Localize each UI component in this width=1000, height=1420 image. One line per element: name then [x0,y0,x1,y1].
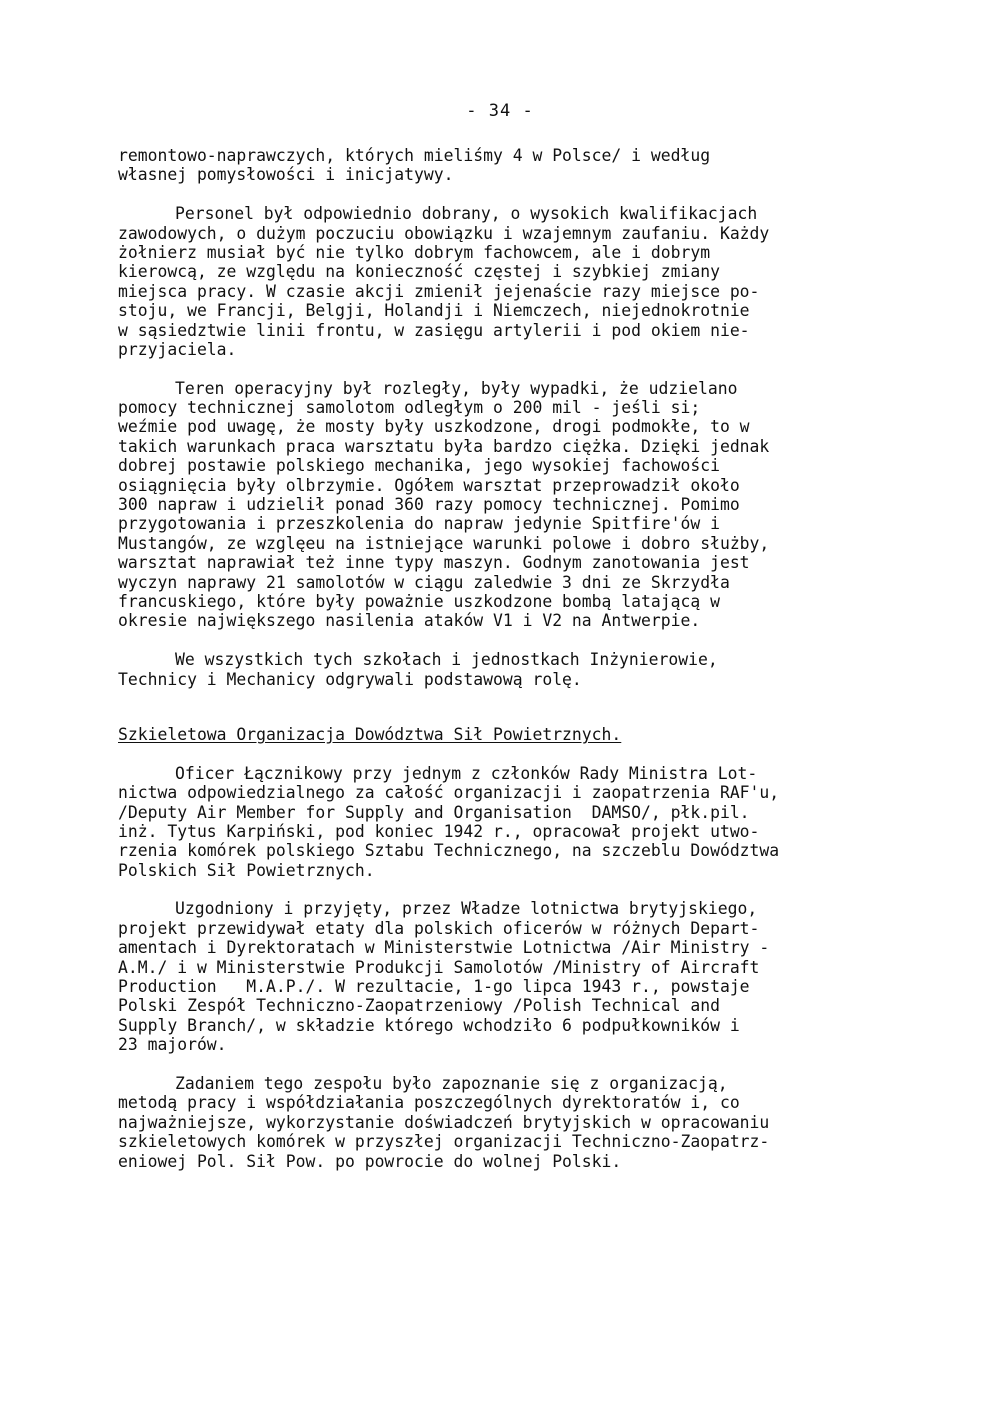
text-line: nictwa odpowiedzialnego za całość organizacji i zaopatrzenia RAF'u, [118,783,780,803]
text-line: A.M./ i w Ministerstwie Produkcji Samolotów /Ministry of Aircraft [118,957,760,977]
paragraph-3 [118,379,898,631]
text-line: osiągnięcia były olbrzymie. Ogółem warsztat przeprowadził około [118,475,740,495]
text-line: We wszystkich tych szkołach i jednostkach Inżynierowie, [175,650,718,670]
text-line: najważniejsze, wykorzystanie doświadczeń brytyjskich w opracowaniu [118,1112,770,1132]
text-line: w sąsiedztwie linii frontu, w zasięgu artylerii i pod okiem nie- [118,320,750,340]
text-line: Personel był odpowiednio dobrany, o wysokich kwalifikacjach [175,204,758,224]
paragraph-7 [118,1074,898,1171]
paragraph-2 [118,204,898,359]
text-line: eniowej Pol. Sił Pow. po powrocie do wolnej Polski. [118,1151,622,1171]
text-line: przyjaciela. [118,339,237,359]
text-line: Mustangów, ze wzglęeu na istniejące warunki polowe i dobro służby, [118,533,770,553]
section-heading: Szkieletowa Organizacja Dowództwa Sił Powietrznych. [118,724,622,744]
text-line: dobrej postawie polskiego mechanika, jego wysokiej fachowości [118,456,720,476]
paragraph-4 [118,650,898,689]
text-line: kierowcą, ze względu na konieczność częstej i szybkiej zmiany [118,262,720,282]
text-line: Zadaniem tego zespołu było zapoznanie się z organizacją, [175,1073,728,1093]
text-line: Polski Zespół Techniczno-Zaopatrzeniowy /Polish Technical and [118,996,720,1016]
paragraph-6 [118,899,898,1054]
text-line: projekt przewidywał etaty dla polskich oficerów w różnych Depart- [118,918,760,938]
text-line: miejsca pracy. W czasie akcji zmienił jejenaście razy miejsce po- [118,281,760,301]
text-line: francuskiego, które były poważnie uszkodzone bombą latającą w [118,591,720,611]
text-line: warsztat naprawiał też inne typy maszyn. Godnym zanotowania jest [118,553,750,573]
text-line: żołnierz musiał być nie tylko dobrym fachowcem, ale i dobrym [118,242,711,262]
text-line: okresie największego nasilenia ataków V1 i V2 na Antwerpie. [118,611,701,631]
text-line: metodą pracy i współdziałania poszczególnych dyrektoratów i, co [118,1093,740,1113]
text-line: zawodowych, o dużym poczuciu obowiązku i wzajemnym zaufaniu. Każdy [118,223,770,243]
text-line: Production M.A.P./. W rezultacie, 1-go lipca 1943 r., powstaje [118,977,750,997]
text-line: własnej pomysłowości i inicjatywy. [118,165,454,185]
text-line: stoju, we Francji, Belgji, Holandji i Niemczech, niejednokrotnie [118,301,750,321]
paragraph-1 [118,146,898,185]
page-number: - 34 - [466,101,534,121]
text-line: remontowo-naprawczych, których mieliśmy 4 w Polsce/ i według [118,146,711,165]
paragraph-5 [118,764,898,880]
text-line: rzenia komórek polskiego Sztabu Technicznego, na szczeblu Dowództwa [118,841,780,861]
text-line: /Deputy Air Member for Supply and Organisation DAMSO/, płk.pil. [118,802,750,822]
text-line: Uzgodniony i przyjęty, przez Władze lotnictwa brytyjskiego, [175,899,758,919]
text-line: Teren operacyjny był rozległy, były wypadki, że udzielano [175,378,738,398]
text-line: Supply Branch/, w składzie którego wchodziło 6 podpułkowników i [118,1015,740,1035]
document-body [118,146,898,1190]
text-line: Oficer Łącznikowy przy jednym z członków Rady Ministra Lot- [175,763,758,783]
text-line: weźmie pod uwagę, że mosty były uszkodzone, drogi podmokłe, to w [118,417,750,437]
text-line: pomocy technicznej samolotom odległym o 200 mil - jeśli si; [118,398,701,418]
text-line: 300 napraw i udzielił ponad 360 razy pomocy technicznej. Pomimo [118,495,740,515]
text-line: Polskich Sił Powietrznych. [118,860,375,880]
text-line: przygotowania i przeszkolenia do napraw jedynie Spitfire'ów i [118,514,720,534]
text-line: wyczyn naprawy 21 samolotów w ciągu zaledwie 3 dni ze Skrzydła [118,572,730,592]
text-line: 23 majorów. [118,1035,227,1055]
text-line: Technicy i Mechanicy odgrywali podstawową rolę. [118,669,582,689]
text-line: szkieletowych komórek w przyszłej organizacji Techniczno-Zaopatrz- [118,1132,770,1152]
text-line: amentach i Dyrektoratach w Ministerstwie Lotnictwa /Air Ministry - [118,938,770,958]
text-line: takich warunkach praca warsztatu była bardzo ciężka. Dzięki jednak [118,436,770,456]
text-line: inż. Tytus Karpiński, pod koniec 1942 r., opracował projekt utwo- [118,821,760,841]
